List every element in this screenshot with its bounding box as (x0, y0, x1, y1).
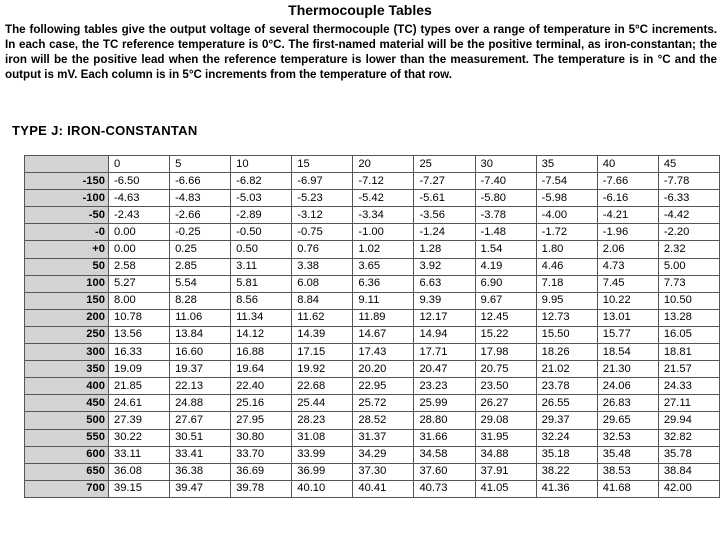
voltage-cell: -6.16 (597, 190, 658, 207)
table-row (25, 395, 720, 412)
voltage-cell: -7.27 (414, 173, 475, 190)
voltage-cell: 14.12 (231, 326, 292, 343)
voltage-cell: 36.69 (231, 463, 292, 480)
voltage-cell: 19.64 (231, 361, 292, 378)
voltage-cell: 0.00 (108, 224, 169, 241)
voltage-cell: -0.50 (231, 224, 292, 241)
table-row (25, 190, 720, 207)
voltage-cell: 18.81 (658, 344, 719, 361)
voltage-cell: 22.95 (353, 378, 414, 395)
voltage-cell: 35.78 (658, 446, 719, 463)
voltage-cell: 14.39 (292, 326, 353, 343)
voltage-cell: 41.05 (475, 480, 536, 497)
voltage-cell: 12.45 (475, 309, 536, 326)
voltage-cell: 36.08 (108, 463, 169, 480)
voltage-cell: 3.65 (353, 258, 414, 275)
voltage-cell: 0.50 (231, 241, 292, 258)
table-row (25, 292, 720, 309)
voltage-cell: -4.00 (536, 207, 597, 224)
voltage-cell: 20.20 (353, 361, 414, 378)
voltage-cell: -3.56 (414, 207, 475, 224)
row-temperature: 100 (25, 275, 109, 292)
voltage-cell: 4.73 (597, 258, 658, 275)
voltage-cell: 37.91 (475, 463, 536, 480)
voltage-cell: 25.72 (353, 395, 414, 412)
table-row (25, 344, 720, 361)
voltage-cell: 10.50 (658, 292, 719, 309)
voltage-cell: 38.84 (658, 463, 719, 480)
table-row (25, 480, 720, 497)
voltage-cell: -4.63 (108, 190, 169, 207)
column-header: 30 (475, 156, 536, 173)
voltage-cell: 32.82 (658, 429, 719, 446)
voltage-cell: -6.50 (108, 173, 169, 190)
voltage-cell: -0.25 (170, 224, 231, 241)
voltage-cell: 40.10 (292, 480, 353, 497)
voltage-cell: 17.98 (475, 344, 536, 361)
voltage-cell: -6.66 (170, 173, 231, 190)
column-header: 5 (170, 156, 231, 173)
voltage-cell: -2.89 (231, 207, 292, 224)
voltage-cell: 39.47 (170, 480, 231, 497)
voltage-cell: 21.02 (536, 361, 597, 378)
row-temperature: 200 (25, 309, 109, 326)
voltage-cell: 42.00 (658, 480, 719, 497)
voltage-cell: 23.23 (414, 378, 475, 395)
voltage-cell: 12.17 (414, 309, 475, 326)
voltage-cell: 5.27 (108, 275, 169, 292)
voltage-cell: 5.00 (658, 258, 719, 275)
row-temperature: 300 (25, 344, 109, 361)
voltage-cell: 25.44 (292, 395, 353, 412)
voltage-cell: 35.18 (536, 446, 597, 463)
voltage-cell: 6.36 (353, 275, 414, 292)
voltage-cell: -2.43 (108, 207, 169, 224)
voltage-cell: 24.06 (597, 378, 658, 395)
table-row (25, 258, 720, 275)
voltage-cell: 2.32 (658, 241, 719, 258)
voltage-cell: 37.60 (414, 463, 475, 480)
table-row (25, 429, 720, 446)
table-row (25, 463, 720, 480)
voltage-cell: 8.00 (108, 292, 169, 309)
voltage-cell: 13.01 (597, 309, 658, 326)
row-temperature: 400 (25, 378, 109, 395)
voltage-cell: 26.27 (475, 395, 536, 412)
voltage-cell: 8.28 (170, 292, 231, 309)
row-temperature: -0 (25, 224, 109, 241)
voltage-cell: 21.30 (597, 361, 658, 378)
voltage-cell: 33.11 (108, 446, 169, 463)
voltage-cell: -1.96 (597, 224, 658, 241)
voltage-cell: 29.94 (658, 412, 719, 429)
voltage-cell: 0.00 (108, 241, 169, 258)
voltage-cell: 7.73 (658, 275, 719, 292)
column-header: 15 (292, 156, 353, 173)
voltage-cell: 27.11 (658, 395, 719, 412)
voltage-cell: -4.21 (597, 207, 658, 224)
column-header: 40 (597, 156, 658, 173)
voltage-cell: 20.47 (414, 361, 475, 378)
voltage-cell: 25.99 (414, 395, 475, 412)
voltage-cell: -3.78 (475, 207, 536, 224)
voltage-cell: -4.83 (170, 190, 231, 207)
row-temperature: 450 (25, 395, 109, 412)
voltage-cell: 21.85 (108, 378, 169, 395)
voltage-cell: 9.11 (353, 292, 414, 309)
voltage-cell: 7.18 (536, 275, 597, 292)
voltage-cell: 11.34 (231, 309, 292, 326)
voltage-cell: 1.80 (536, 241, 597, 258)
voltage-cell: -5.80 (475, 190, 536, 207)
voltage-cell: -1.24 (414, 224, 475, 241)
voltage-cell: -7.78 (658, 173, 719, 190)
row-temperature: 50 (25, 258, 109, 275)
row-temperature: 600 (25, 446, 109, 463)
voltage-cell: -1.00 (353, 224, 414, 241)
table-row (25, 309, 720, 326)
voltage-cell: 7.45 (597, 275, 658, 292)
voltage-cell: 23.78 (536, 378, 597, 395)
voltage-cell: -4.42 (658, 207, 719, 224)
voltage-cell: 13.56 (108, 326, 169, 343)
voltage-cell: 15.50 (536, 326, 597, 343)
voltage-cell: 36.99 (292, 463, 353, 480)
voltage-cell: 3.92 (414, 258, 475, 275)
voltage-cell: 18.54 (597, 344, 658, 361)
voltage-cell: 12.73 (536, 309, 597, 326)
voltage-cell: 16.33 (108, 344, 169, 361)
voltage-cell: 15.22 (475, 326, 536, 343)
voltage-cell: 11.62 (292, 309, 353, 326)
voltage-cell: 17.43 (353, 344, 414, 361)
voltage-cell: 13.84 (170, 326, 231, 343)
voltage-cell: 5.81 (231, 275, 292, 292)
voltage-cell: 17.15 (292, 344, 353, 361)
table-row (25, 378, 720, 395)
voltage-cell: 24.61 (108, 395, 169, 412)
voltage-cell: 27.95 (231, 412, 292, 429)
row-temperature: -50 (25, 207, 109, 224)
column-header: 0 (108, 156, 169, 173)
voltage-cell: 29.08 (475, 412, 536, 429)
voltage-cell: 29.37 (536, 412, 597, 429)
voltage-cell: 14.94 (414, 326, 475, 343)
voltage-cell: -6.97 (292, 173, 353, 190)
voltage-cell: 15.77 (597, 326, 658, 343)
row-temperature: 150 (25, 292, 109, 309)
voltage-cell: 21.57 (658, 361, 719, 378)
voltage-cell: -5.23 (292, 190, 353, 207)
row-temperature: 250 (25, 326, 109, 343)
column-header: 35 (536, 156, 597, 173)
voltage-cell: 32.24 (536, 429, 597, 446)
thermocouple-table (24, 155, 720, 498)
voltage-cell: -5.03 (231, 190, 292, 207)
voltage-cell: 28.52 (353, 412, 414, 429)
page-title: Thermocouple Tables (288, 2, 432, 18)
voltage-cell: 2.06 (597, 241, 658, 258)
voltage-cell: 2.85 (170, 258, 231, 275)
row-temperature: +0 (25, 241, 109, 258)
voltage-cell: -1.72 (536, 224, 597, 241)
voltage-cell: -7.66 (597, 173, 658, 190)
voltage-cell: 36.38 (170, 463, 231, 480)
row-temperature: 700 (25, 480, 109, 497)
voltage-cell: 10.22 (597, 292, 658, 309)
voltage-cell: -0.75 (292, 224, 353, 241)
voltage-cell: 2.58 (108, 258, 169, 275)
voltage-cell: 17.71 (414, 344, 475, 361)
table-row (25, 241, 720, 258)
table-row (25, 361, 720, 378)
voltage-cell: 4.19 (475, 258, 536, 275)
voltage-cell: 1.28 (414, 241, 475, 258)
voltage-cell: -1.48 (475, 224, 536, 241)
voltage-cell: 30.51 (170, 429, 231, 446)
row-temperature: -100 (25, 190, 109, 207)
table-row (25, 326, 720, 343)
voltage-cell: 16.60 (170, 344, 231, 361)
voltage-cell: 27.39 (108, 412, 169, 429)
voltage-cell: 41.36 (536, 480, 597, 497)
voltage-cell: 19.09 (108, 361, 169, 378)
voltage-cell: -5.61 (414, 190, 475, 207)
voltage-cell: 3.11 (231, 258, 292, 275)
voltage-cell: 14.67 (353, 326, 414, 343)
voltage-cell: 28.80 (414, 412, 475, 429)
voltage-cell: 24.88 (170, 395, 231, 412)
voltage-cell: 33.41 (170, 446, 231, 463)
voltage-cell: 30.22 (108, 429, 169, 446)
table-row (25, 173, 720, 190)
voltage-cell: 34.88 (475, 446, 536, 463)
voltage-cell: -7.12 (353, 173, 414, 190)
voltage-cell: 29.65 (597, 412, 658, 429)
voltage-cell: 1.02 (353, 241, 414, 258)
voltage-cell: 11.06 (170, 309, 231, 326)
voltage-cell: 33.99 (292, 446, 353, 463)
voltage-cell: 0.25 (170, 241, 231, 258)
voltage-cell: 28.23 (292, 412, 353, 429)
voltage-cell: 1.54 (475, 241, 536, 258)
voltage-cell: 38.53 (597, 463, 658, 480)
voltage-cell: 25.16 (231, 395, 292, 412)
voltage-cell: 6.08 (292, 275, 353, 292)
voltage-cell: 16.88 (231, 344, 292, 361)
voltage-cell: 33.70 (231, 446, 292, 463)
voltage-cell: 22.13 (170, 378, 231, 395)
voltage-cell: 11.89 (353, 309, 414, 326)
row-temperature: 650 (25, 463, 109, 480)
voltage-cell: 3.38 (292, 258, 353, 275)
voltage-cell: 23.50 (475, 378, 536, 395)
voltage-cell: 19.92 (292, 361, 353, 378)
row-temperature: 350 (25, 361, 109, 378)
voltage-cell: 37.30 (353, 463, 414, 480)
voltage-cell: 31.95 (475, 429, 536, 446)
voltage-cell: 9.95 (536, 292, 597, 309)
table-row (25, 207, 720, 224)
table-title: TYPE J: IRON-CONSTANTAN (12, 123, 198, 138)
column-header: 20 (353, 156, 414, 173)
voltage-cell: 18.26 (536, 344, 597, 361)
column-header: 25 (414, 156, 475, 173)
intro-paragraph: The following tables give the output voltage of several thermocouple (TC) types over a range of temperature in 5°C increments. In each case, the TC reference temperature is 0°C. The first-named material will be the positive terminal, as iron-constantan; the iron will be the positive lead when the reference temperature is lower than the measurement. The temperature is in °C and the output is mV. Each column is in 5°C increments from the temperature of that row. (5, 23, 717, 81)
table-row (25, 224, 720, 241)
voltage-cell: -7.54 (536, 173, 597, 190)
table-row (25, 446, 720, 463)
voltage-cell: 22.68 (292, 378, 353, 395)
voltage-cell: 9.39 (414, 292, 475, 309)
voltage-cell: -3.12 (292, 207, 353, 224)
table-row (25, 275, 720, 292)
voltage-cell: 8.56 (231, 292, 292, 309)
voltage-cell: 31.66 (414, 429, 475, 446)
voltage-cell: 39.15 (108, 480, 169, 497)
voltage-cell: 30.80 (231, 429, 292, 446)
voltage-cell: -3.34 (353, 207, 414, 224)
corner-cell (25, 156, 109, 173)
voltage-cell: 5.54 (170, 275, 231, 292)
voltage-cell: 31.08 (292, 429, 353, 446)
row-temperature: -150 (25, 173, 109, 190)
voltage-cell: 34.58 (414, 446, 475, 463)
voltage-cell: 41.68 (597, 480, 658, 497)
voltage-cell: 4.46 (536, 258, 597, 275)
voltage-cell: 16.05 (658, 326, 719, 343)
row-temperature: 550 (25, 429, 109, 446)
voltage-cell: 31.37 (353, 429, 414, 446)
voltage-cell: 6.63 (414, 275, 475, 292)
table-row (25, 412, 720, 429)
voltage-cell: 6.90 (475, 275, 536, 292)
column-header: 10 (231, 156, 292, 173)
voltage-cell: 32.53 (597, 429, 658, 446)
voltage-cell: 39.78 (231, 480, 292, 497)
voltage-cell: 38.22 (536, 463, 597, 480)
voltage-cell: 26.55 (536, 395, 597, 412)
voltage-cell: 34.29 (353, 446, 414, 463)
voltage-cell: 19.37 (170, 361, 231, 378)
voltage-cell: 13.28 (658, 309, 719, 326)
voltage-cell: 10.78 (108, 309, 169, 326)
voltage-cell: 0.76 (292, 241, 353, 258)
header-row (25, 156, 720, 173)
voltage-cell: 40.73 (414, 480, 475, 497)
voltage-cell: 35.48 (597, 446, 658, 463)
voltage-cell: 26.83 (597, 395, 658, 412)
voltage-cell: 22.40 (231, 378, 292, 395)
voltage-cell: 9.67 (475, 292, 536, 309)
voltage-cell: -5.42 (353, 190, 414, 207)
voltage-cell: -2.20 (658, 224, 719, 241)
voltage-cell: -6.33 (658, 190, 719, 207)
column-header: 45 (658, 156, 719, 173)
voltage-cell: 20.75 (475, 361, 536, 378)
voltage-cell: -7.40 (475, 173, 536, 190)
voltage-cell: 24.33 (658, 378, 719, 395)
voltage-cell: -2.66 (170, 207, 231, 224)
voltage-cell: -5.98 (536, 190, 597, 207)
voltage-cell: -6.82 (231, 173, 292, 190)
voltage-cell: 40.41 (353, 480, 414, 497)
voltage-cell: 8.84 (292, 292, 353, 309)
row-temperature: 500 (25, 412, 109, 429)
voltage-cell: 27.67 (170, 412, 231, 429)
